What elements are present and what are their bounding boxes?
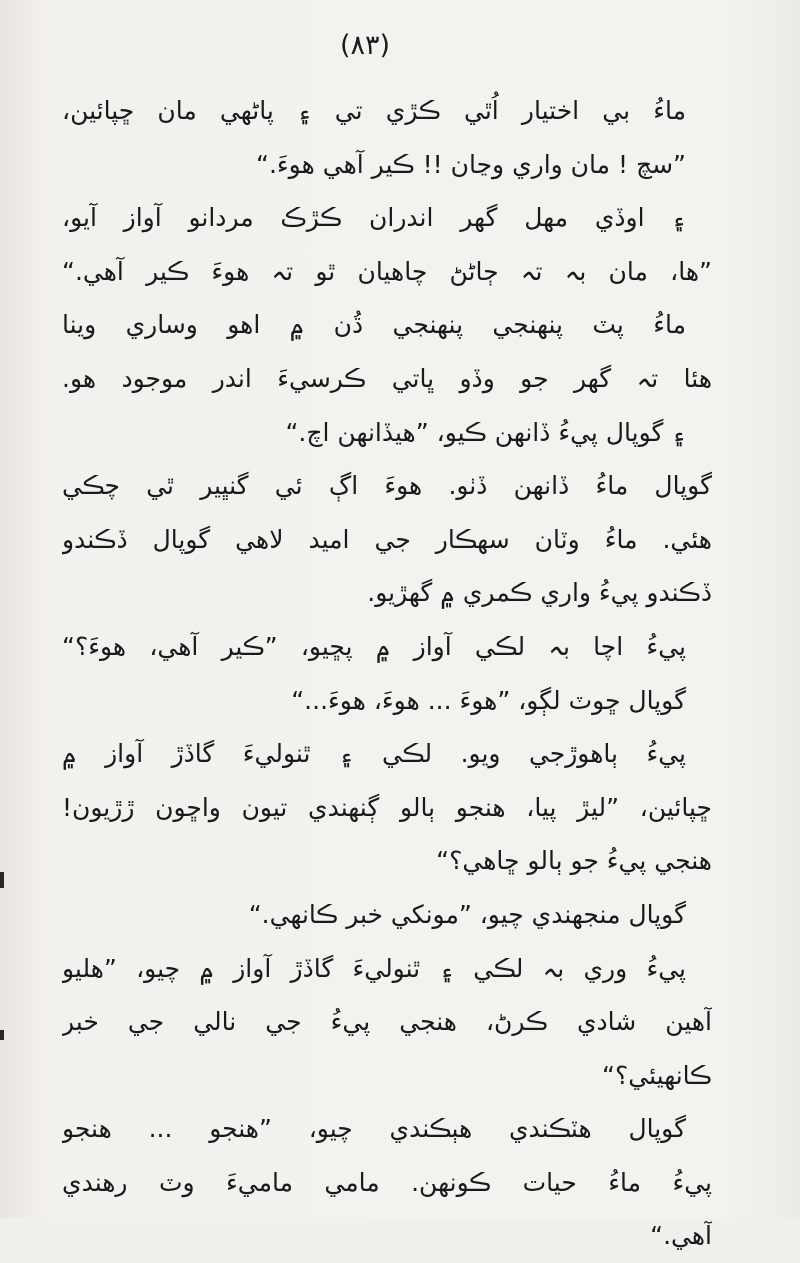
binding-edge-mark: [0, 872, 4, 888]
binding-edge-mark: [0, 1030, 4, 1040]
text-line: گوپال ماءُ ڏانهن ڏٺو. هوءَ اڳ ئي گنڀير ٿي چڪي: [62, 471, 712, 501]
text-line: ”سچ ! مان واري وڃان !! ڪير آهي هوءَ.“: [256, 149, 686, 179]
text-line: ”ها، مان بہ تہ ڄاڻڻ چاهيان ٿو تہ هوءَ ڪير آهي.“: [62, 256, 712, 286]
text-line: ڇپائين، ”ليڙ پيا، هنجو ٻالو ڳنهندي تيون واڇون ڙڙيون!: [62, 792, 712, 822]
text-line: آهين شادي ڪرڻ، هنجي پيءُ جي نالي جي خبر: [62, 1007, 712, 1037]
text-line: ڪانهيئي؟“: [602, 1060, 712, 1090]
body-text: [62, 84, 712, 1263]
text-line: ماءُ پٽ پنهنجي پنهنجي ڌُن ۾ اهو وساري وينا: [62, 310, 686, 340]
text-line: هئا تہ گهر جو وڏو ڀاتي ڪرسيءَ اندر موجود هو.: [62, 363, 712, 393]
text-line: گوپال ڇوٽ لڳو، ”هوءَ ... هوءَ، هوءَ...“: [291, 685, 686, 715]
text-line: هئي. ماءُ وٽان سهڪار جي اميد لاهي گوپال ڏڪندو: [62, 524, 712, 554]
page-number: (٨٣): [339, 30, 391, 61]
text-line: پيءُ اچا بہ لڪي آواز ۾ پڇيو، ”ڪير آهي، هوءَ؟“: [62, 631, 686, 661]
text-line: پيءُ وري بہ لڪي ۽ ٿنوليءَ گاڏڙ آواز ۾ چيو، ”هليو: [62, 953, 686, 983]
text-line: گوپال هٽڪندي هٻڪندي چيو، ”هنجو ... هنجو: [62, 1114, 686, 1144]
text-line: هنجي پيءُ جو ٻالو ڇاهي؟“: [436, 846, 712, 876]
text-line: گوپال منجهندي چيو، ”مونکي خبر ڪانهي.“: [248, 899, 686, 929]
text-line: آهي.“: [650, 1221, 712, 1251]
text-line: ڏڪندو پيءُ واري ڪمري ۾ گهڙيو.: [367, 578, 712, 608]
text-line: پيءُ ٻاهوڙجي ويو. لڪي ۽ ٿنوليءَ گاڏڙ آواز ۾: [62, 739, 686, 769]
text-line: ماءُ بي اختيار اُٿي ڪڙي تي ۽ پاڻهي مان ڇپائين،: [62, 96, 686, 125]
text-line: پيءُ ماءُ حيات ڪونهن. مامي ماميءَ وٽ رهندي: [62, 1167, 712, 1197]
text-line: ۽ اوڏي مهل گهر اندران ڪڙڪ مردانو آواز آيو،: [62, 203, 686, 233]
text-line: ۽ گوپال پيءُ ڏانهن ڪيو، ”هيڏانهن اچ.“: [285, 417, 686, 447]
